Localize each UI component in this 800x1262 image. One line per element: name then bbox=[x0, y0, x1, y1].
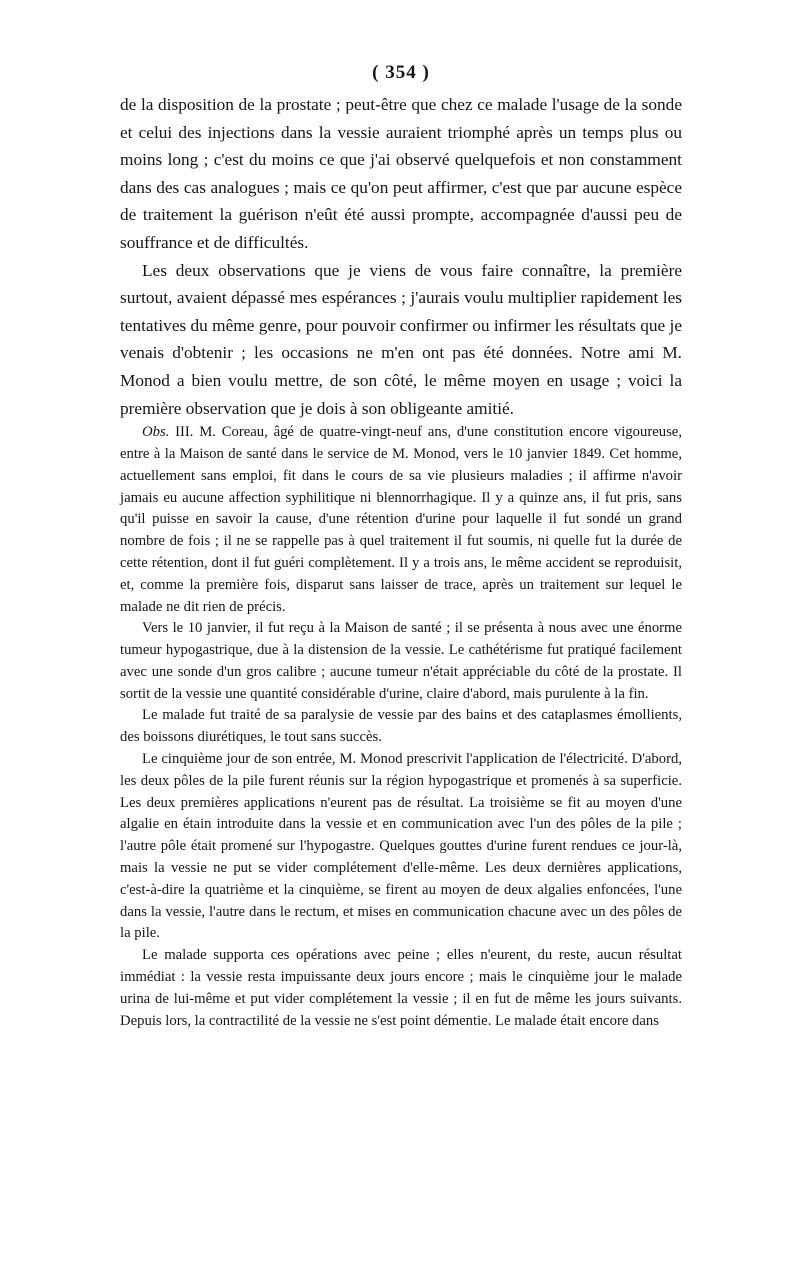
paragraph-treatment: Le malade fut traité de sa paralysie de vessie par des bains et des cataplasmes émollients, des boissons diurétiques, le tout sans succès. bbox=[120, 707, 682, 746]
paragraph-outcome: Le malade supporta ces opérations avec peine ; elles n'eurent, du reste, aucun résultat immédiat : la vessie resta impuissante deux jours encore ; mais le cinquième jour le malade urina de lui-même et put vider complétement la vessie ; il en fut de même les jours suivants. Depuis lors, la contractilité de la vessie ne s'est point démentie. Le malade était encore dans bbox=[120, 947, 682, 1029]
paragraph-admission: Vers le 10 janvier, il fut reçu à la Maison de santé ; il se présenta à nous avec une énorme tumeur hypogastrique, due à la distension de la vessie. Le cathétérisme fut pratiqué facilement avec une sonde d'un gros calibre ; aucune tumeur n'était appréciable du côté de la prostate. Il sortit de la vessie une quantité considérable d'urine, claire d'abord, mais purulente à la fin. bbox=[120, 620, 682, 702]
page-number: ( 354 ) bbox=[372, 62, 430, 83]
paragraph-two-observations: Les deux observations que je viens de vous faire connaître, la première surtout, avaient dépassé mes espérances ; j'aurais voulu multiplier rapidement les tentatives du même genre, pour pouvoir confirmer ou infirmer les résultats que je venais d'obtenir ; les occasions ne m'en ont pas été données. Notre ami M. Monod a bien voulu mettre, de son côté, le même moyen en usage ; voici la première observation que je dois à son obligeante amitié. bbox=[120, 260, 682, 418]
paragraph-prostate-conclusion: de la disposition de la prostate ; peut-être que chez ce malade l'usage de la sonde et celui des injections dans la vessie auraient triomphé après un temps plus ou moins long ; c'est du moins ce que j'ai observé quelquefois et non constamment dans des cas analogues ; mais ce qu'on peut affirmer, c'est que par aucune espèce de traitement la guérison n'eût été aussi prompte, accompagnée d'aussi peu de souffrance et de difficultés. bbox=[120, 95, 682, 252]
paragraph-electricity: Le cinquième jour de son entrée, M. Monod prescrivit l'application de l'électricité. D'abord, les deux pôles de la pile furent réunis sur la région hypogastrique et promenés à sa superficie. Les deux premières applications n'eurent pas de résultat. La troisième se fit au moyen d'une algalie en étain introduite dans la vessie et en communication avec l'un des pôles de la pile ; l'autre pôle était promené sur l'hypogastre. Quelques gouttes d'urine furent rendues ce jour-là, mais la vessie ne put se vider complétement d'elle-même. Les deux dernières applications, c'est-à-dire la quatrième et la cinquième, se firent au moyen de deux algalies enfoncées, l'une dans la vessie, l'autre dans le rectum, et mises en communication chacune avec un des pôles de la pile. bbox=[120, 751, 682, 942]
book-page bbox=[120, 60, 682, 1032]
observation-three-text: III. M. Coreau, âgé de quatre-vingt-neuf ans, d'une constitution encore vigoureuse, entre à la Maison de santé dans le service de M. Monod, vers le 10 janvier 1849. Cet homme, actuellement sans emploi, fit dans le cours de sa vie plusieurs maladies ; il affirme n'avoir jamais eu aucune affection syphilitique ni blennorrhagique. Il y a quinze ans, il fut pris, sans qu'il puisse en savoir la cause, d'une rétention d'urine pour laquelle il fut sondé un grand nombre de fois ; il ne se rappelle pas à quel traitement il fut soumis, ni quelle fut la durée de cette rétention, dont il fut guéri complètement. Il y a trois ans, le même accident se reproduisit, et, comme la première fois, disparut sans laisser de trace, après un traitement sur lequel le malade ne dit rien de précis. bbox=[120, 424, 682, 615]
observation-label: Obs. bbox=[142, 424, 170, 441]
paragraph-observation-three bbox=[120, 422, 682, 618]
